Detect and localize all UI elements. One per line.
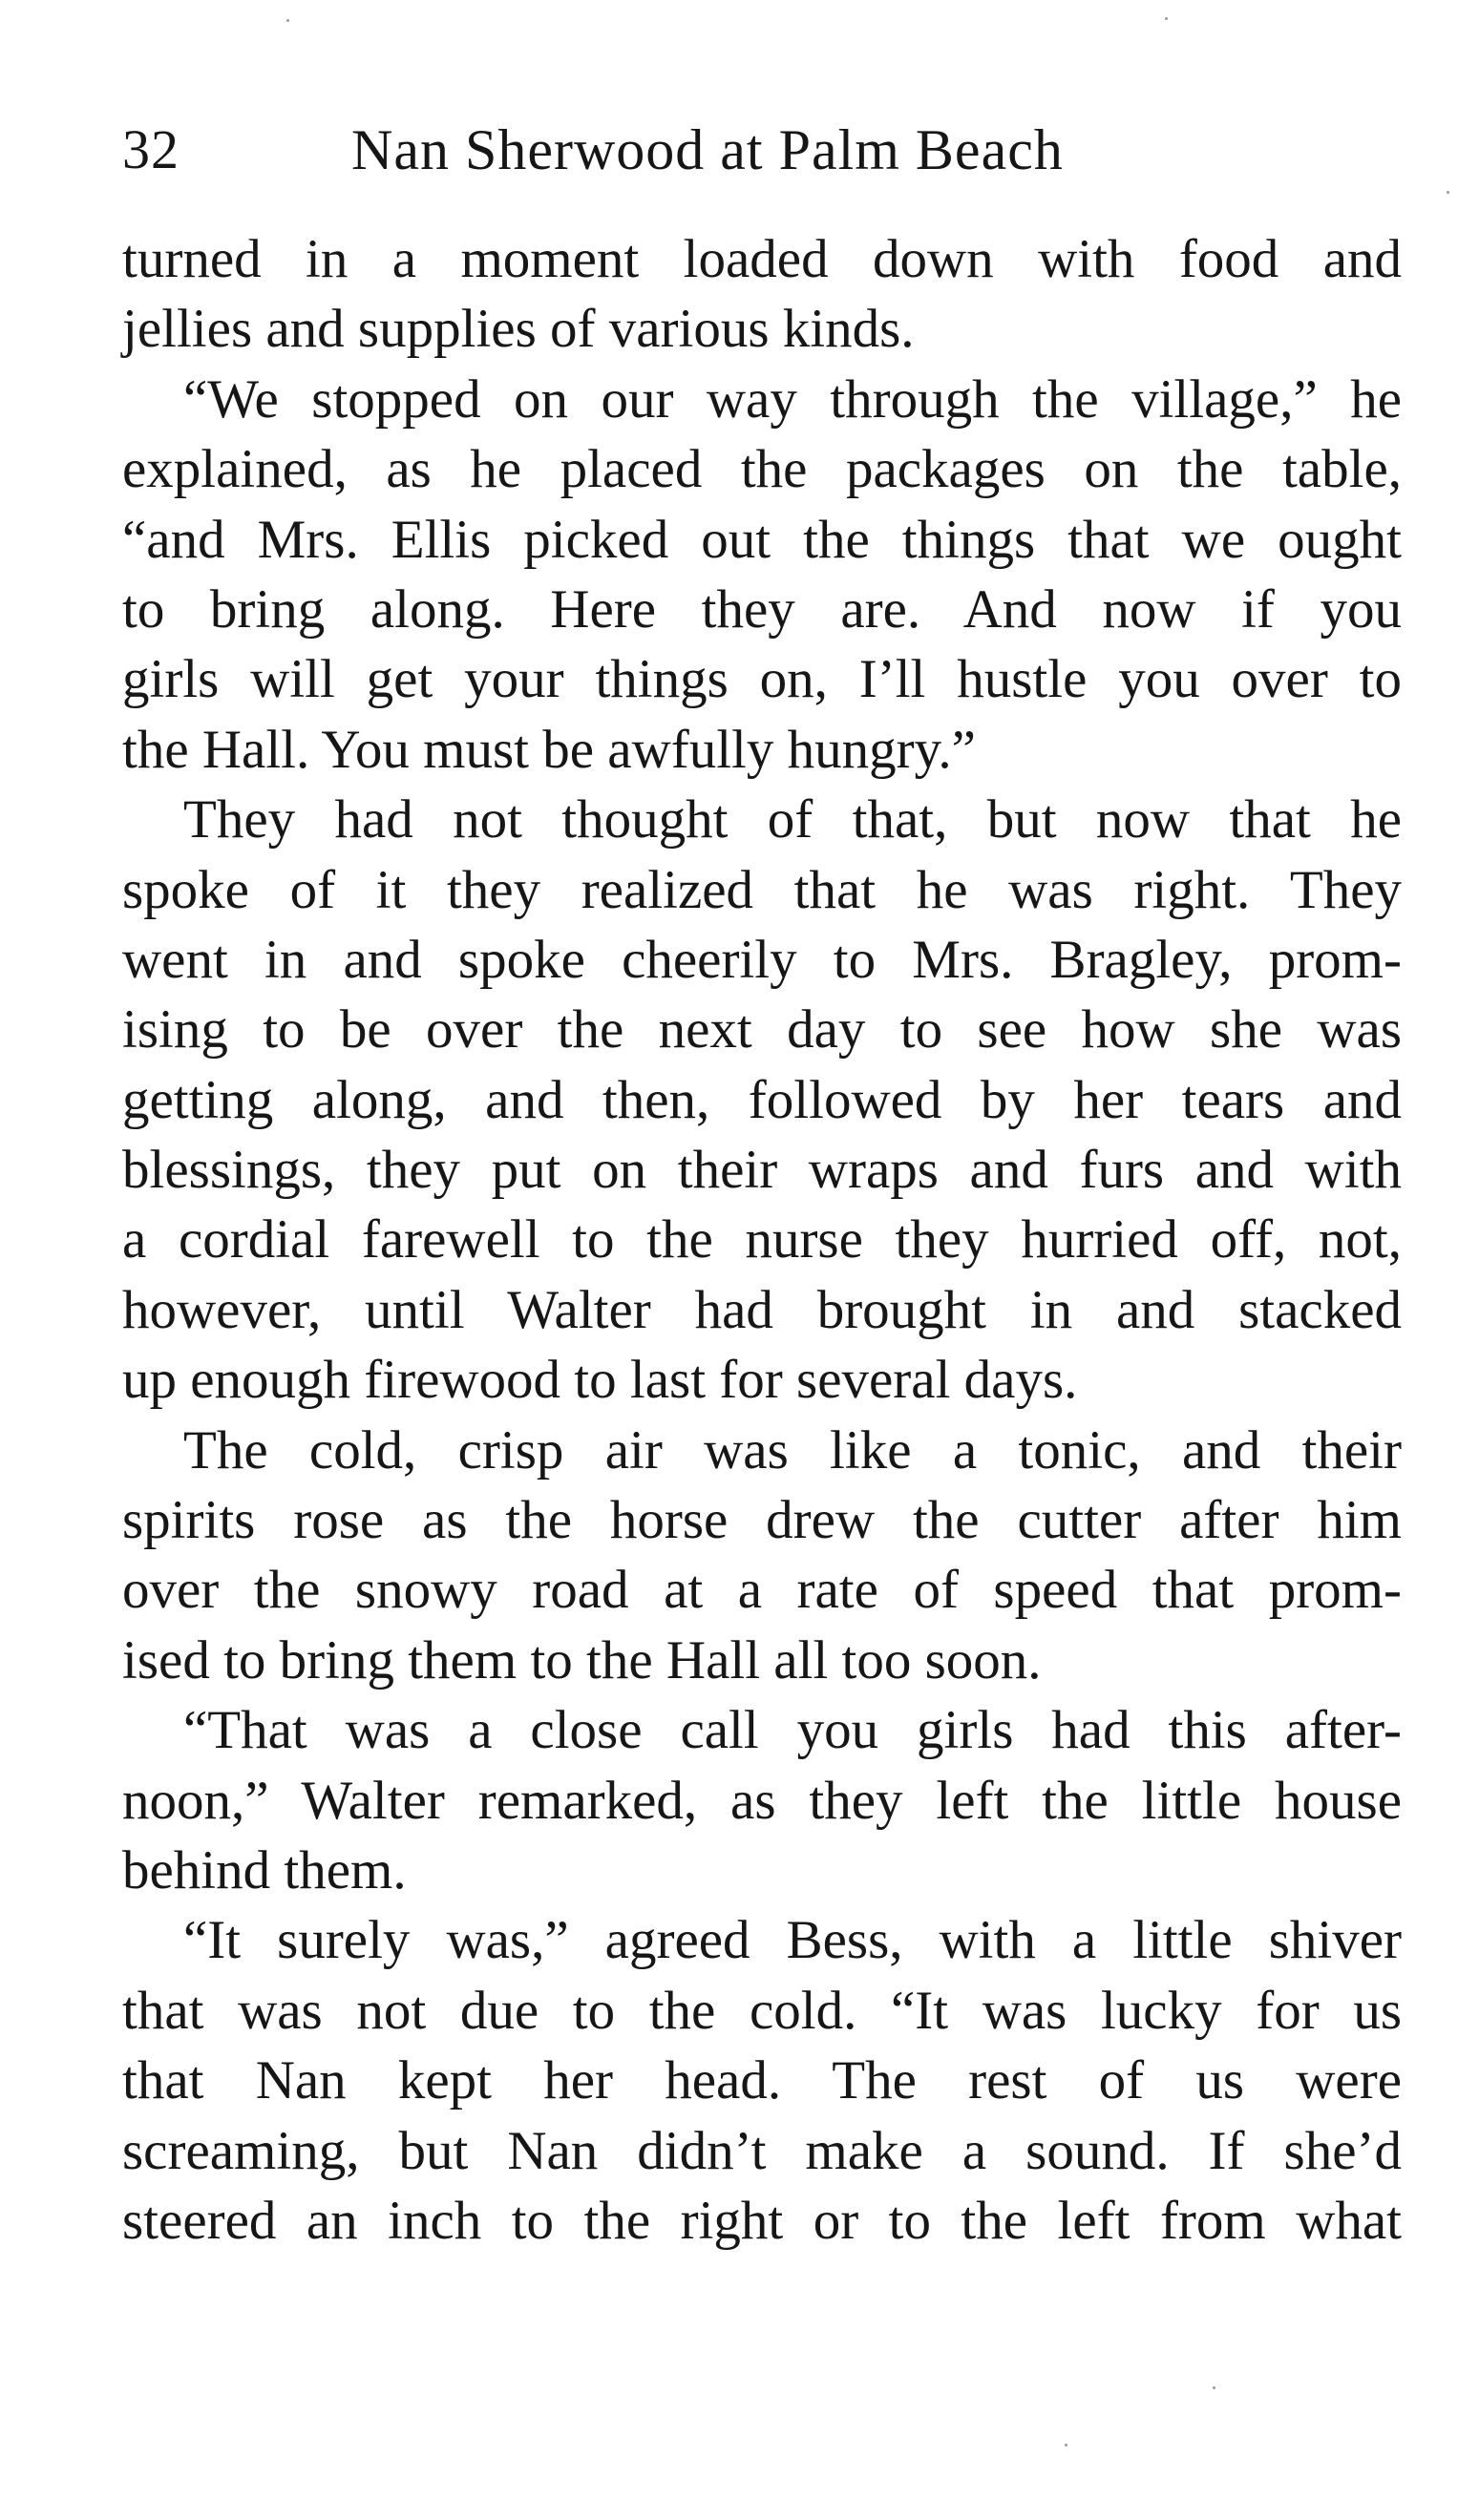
text-line: jellies and supplies of various kinds. [122,299,915,360]
text-line: ised to bring them to the Hall all too soon. [122,1629,1042,1690]
text-line: They had not thought of that, but now that he [183,789,1402,850]
text-line: steered an inch to the right or to the left from what [122,2190,1402,2251]
text-line: that was not due to the cold. “It was lucky for us [122,1980,1402,2041]
page-number: 32 [122,118,180,180]
text-line: over the snowy road at a rate of speed that prom- [122,1560,1402,1621]
text-line: explained, as he placed the packages on the table, [122,439,1402,500]
paper-speck [1447,191,1449,194]
text-line: that Nan kept her head. The rest of us were [122,2050,1402,2111]
text-line: the Hall. You must be awfully hungry.” [122,719,976,780]
text-line: blessings, they put on their wraps and furs and with [122,1140,1402,1201]
paper-speck [286,19,289,22]
text-line: ising to be over the next day to see how she was [122,999,1402,1060]
paper-speck [1065,2444,1067,2446]
page-header [122,107,1402,193]
text-line: turned in a moment loaded down with food and [122,229,1402,289]
text-line: behind them. [122,1839,407,1900]
text-line: “and Mrs. Ellis picked out the things that we ought [122,509,1402,570]
running-title: Nan Sherwood at Palm Beach [351,118,1064,181]
text-line: spoke of it they realized that he was right. They [122,859,1402,920]
text-line: “It surely was,” agreed Bess, with a little shiver [183,1910,1402,1971]
text-line: went in and spoke cheerily to Mrs. Bragley, prom- [122,929,1402,990]
text-line: spirits rose as the horse drew the cutter after him [122,1490,1402,1551]
text-line: up enough firewood to last for several days. [122,1350,1078,1411]
text-line: to bring along. Here they are. And now if you [122,578,1402,640]
text-line: screaming, but Nan didn’t make a sound. If she’d [122,2120,1402,2181]
body-text [122,224,1402,2256]
text-line: noon,” Walter remarked, as they left the little house [122,1770,1402,1831]
paper-speck [1165,17,1168,20]
text-line: The cold, crisp air was like a tonic, and their [183,1419,1402,1480]
text-line: girls will get your things on, I’ll hustle you over to [122,649,1402,710]
text-line: getting along, and then, followed by her tears and [122,1069,1402,1130]
text-line: however, until Walter had brought in and stacked [122,1279,1402,1340]
paper-speck [1213,2386,1215,2389]
text-line: “We stopped on our way through the village,” he [183,368,1402,430]
text-line: “That was a close call you girls had this after- [183,1700,1402,1761]
text-line: a cordial farewell to the nurse they hurried off, not, [122,1209,1402,1270]
